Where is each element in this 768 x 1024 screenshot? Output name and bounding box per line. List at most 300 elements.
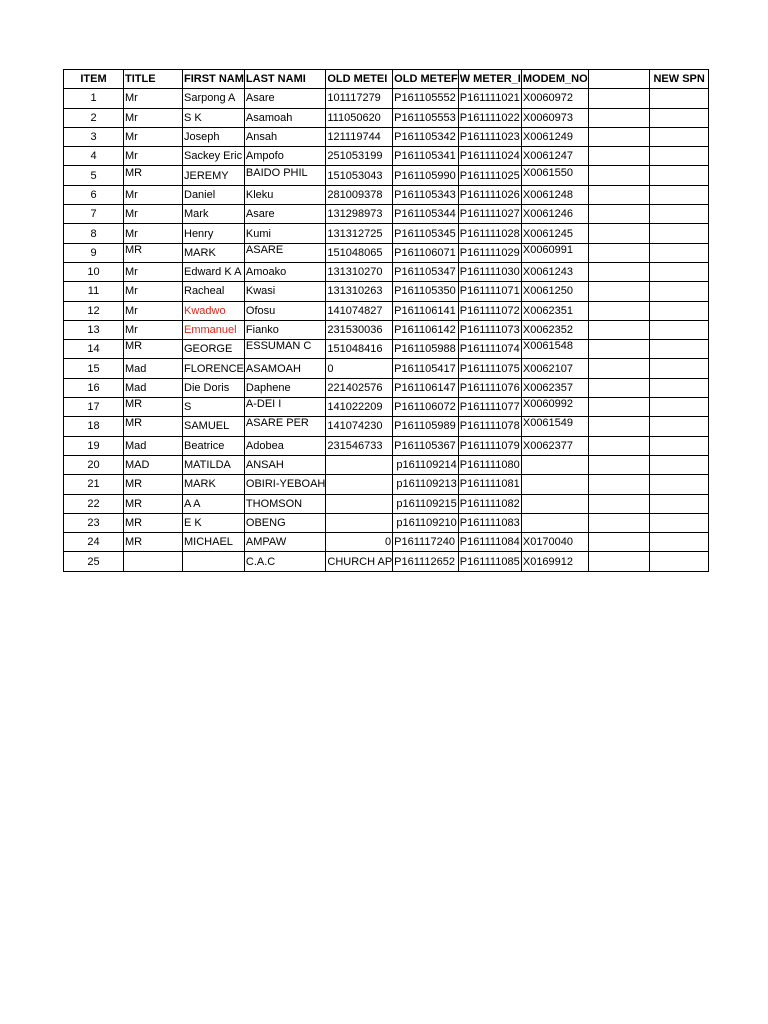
table-row	[64, 205, 709, 224]
cell-first-name[interactable]	[183, 475, 245, 494]
cell-item-text: 19	[87, 439, 100, 452]
cell-old-meter-2[interactable]	[393, 378, 459, 397]
cell-first-name[interactable]	[183, 455, 245, 474]
header-item[interactable]: ITEM	[64, 70, 124, 89]
cell-old-meter-2[interactable]	[393, 417, 459, 436]
cell-old-meter-1[interactable]	[326, 147, 393, 166]
cell-old-meter-2[interactable]	[393, 108, 459, 127]
cell-empty[interactable]	[588, 417, 649, 436]
cell-item[interactable]	[64, 301, 124, 320]
cell-item[interactable]	[64, 436, 124, 455]
cell-empty[interactable]	[588, 301, 649, 320]
cell-title[interactable]	[124, 108, 183, 127]
cell-old-meter-1[interactable]	[326, 513, 393, 532]
cell-last-name[interactable]	[244, 262, 325, 281]
cell-empty[interactable]	[588, 108, 649, 127]
cell-new-meter[interactable]	[458, 205, 521, 224]
cell-new-meter-text: P161111029	[459, 246, 520, 259]
cell-item[interactable]	[64, 398, 124, 417]
cell-item[interactable]	[64, 378, 124, 397]
cell-modem-no[interactable]	[521, 475, 588, 494]
cell-first-name[interactable]	[183, 378, 245, 397]
cell-old-meter-2[interactable]	[393, 282, 459, 301]
header-last-name[interactable]: LAST NAMI	[244, 70, 325, 89]
cell-first-name-text: Sackey Eric	[184, 150, 243, 163]
cell-first-name[interactable]	[183, 224, 245, 243]
cell-last-name[interactable]	[244, 359, 325, 378]
cell-old-meter-1[interactable]	[326, 398, 393, 417]
cell-modem-no[interactable]	[521, 513, 588, 532]
cell-old-meter-2-text: P161105341	[394, 150, 456, 163]
cell-last-name[interactable]	[244, 205, 325, 224]
cell-title[interactable]	[124, 475, 183, 494]
cell-last-name[interactable]	[244, 494, 325, 513]
cell-old-meter-2-text: P161105988	[394, 343, 456, 356]
cell-old-meter-2[interactable]	[393, 513, 459, 532]
cell-empty[interactable]	[588, 533, 649, 552]
cell-last-name[interactable]	[244, 243, 325, 262]
cell-new-meter[interactable]	[458, 262, 521, 281]
cell-old-meter-1[interactable]	[326, 533, 393, 552]
cell-first-name[interactable]	[183, 262, 245, 281]
cell-last-name-text: ASARE PER	[245, 417, 309, 430]
table-row	[64, 494, 709, 513]
cell-new-spn[interactable]	[649, 243, 708, 262]
cell-empty[interactable]	[588, 475, 649, 494]
cell-item[interactable]	[64, 455, 124, 474]
cell-new-meter[interactable]	[458, 301, 521, 320]
cell-new-meter[interactable]	[458, 320, 521, 339]
cell-old-meter-1[interactable]	[326, 205, 393, 224]
cell-old-meter-1[interactable]	[326, 108, 393, 127]
cell-new-spn[interactable]	[649, 127, 708, 146]
cell-old-meter-2[interactable]	[393, 127, 459, 146]
cell-empty[interactable]	[588, 166, 649, 185]
cell-new-meter[interactable]	[458, 89, 521, 108]
header-new-spn[interactable]: NEW SPN	[649, 70, 708, 89]
cell-old-meter-1-text: 231530036	[327, 324, 383, 336]
cell-first-name-text: SAMUEL	[184, 420, 230, 433]
cell-last-name[interactable]	[244, 185, 325, 204]
cell-new-meter[interactable]	[458, 224, 521, 243]
cell-new-meter[interactable]	[458, 552, 521, 571]
cell-first-name-text: S	[184, 401, 192, 414]
cell-item-text: 21	[87, 478, 100, 491]
cell-modem-no[interactable]	[521, 108, 588, 127]
cell-modem-no[interactable]	[521, 243, 588, 262]
cell-new-meter[interactable]	[458, 282, 521, 301]
cell-first-name[interactable]	[183, 243, 245, 262]
cell-empty[interactable]	[588, 494, 649, 513]
cell-item-text: 16	[87, 381, 100, 394]
cell-first-name[interactable]	[183, 108, 245, 127]
cell-new-meter[interactable]	[458, 494, 521, 513]
cell-modem-no[interactable]	[521, 359, 588, 378]
cell-last-name[interactable]	[244, 89, 325, 108]
cell-old-meter-2[interactable]	[393, 359, 459, 378]
cell-first-name[interactable]	[183, 340, 245, 359]
cell-item-text: 12	[87, 304, 100, 317]
cell-modem-no[interactable]	[521, 436, 588, 455]
cell-item[interactable]	[64, 494, 124, 513]
cell-old-meter-2-text: p161109210	[396, 516, 457, 529]
cell-last-name[interactable]	[244, 166, 325, 185]
cell-first-name-text: A A	[184, 497, 201, 510]
cell-old-meter-2[interactable]	[393, 224, 459, 243]
cell-old-meter-1[interactable]	[326, 340, 393, 359]
cell-modem-no-text: X0060973	[522, 111, 574, 124]
cell-item-text: 10	[87, 266, 100, 279]
cell-old-meter-2-text: P161105350	[394, 285, 456, 298]
cell-modem-no[interactable]	[521, 262, 588, 281]
cell-old-meter-1[interactable]	[326, 552, 393, 571]
cell-item[interactable]	[64, 224, 124, 243]
cell-first-name[interactable]	[183, 513, 245, 532]
cell-title[interactable]	[124, 552, 183, 571]
cell-old-meter-2[interactable]	[393, 262, 459, 281]
cell-title[interactable]	[124, 513, 183, 532]
header-modem-no[interactable]: MODEM_NO	[521, 70, 588, 89]
cell-old-meter-2[interactable]	[393, 205, 459, 224]
cell-first-name-text: Die Doris	[184, 381, 230, 394]
header-old-meter-2[interactable]: OLD METEF	[393, 70, 459, 89]
cell-title[interactable]	[124, 282, 183, 301]
cell-old-meter-1[interactable]	[326, 320, 393, 339]
cell-new-spn[interactable]	[649, 301, 708, 320]
cell-first-name[interactable]	[183, 166, 245, 185]
cell-empty[interactable]	[588, 185, 649, 204]
cell-new-spn[interactable]	[649, 513, 708, 532]
cell-last-name-text: Asare	[245, 92, 275, 105]
cell-new-meter[interactable]	[458, 398, 521, 417]
cell-empty[interactable]	[588, 205, 649, 224]
cell-last-name[interactable]	[244, 301, 325, 320]
cell-empty[interactable]	[588, 378, 649, 397]
cell-new-spn[interactable]	[649, 89, 708, 108]
cell-new-meter-text: P161111023	[459, 131, 520, 144]
cell-new-meter[interactable]	[458, 243, 521, 262]
cell-new-meter[interactable]	[458, 455, 521, 474]
cell-modem-no[interactable]	[521, 494, 588, 513]
cell-item-text: 20	[87, 459, 100, 472]
cell-new-spn[interactable]	[649, 359, 708, 378]
cell-old-meter-2[interactable]	[393, 475, 459, 494]
cell-item[interactable]	[64, 552, 124, 571]
cell-item[interactable]	[64, 89, 124, 108]
cell-last-name[interactable]	[244, 436, 325, 455]
cell-last-name[interactable]	[244, 282, 325, 301]
cell-new-spn[interactable]	[649, 455, 708, 474]
cell-title[interactable]	[124, 243, 183, 262]
cell-empty[interactable]	[588, 282, 649, 301]
cell-old-meter-2[interactable]	[393, 455, 459, 474]
cell-new-meter[interactable]	[458, 108, 521, 127]
header-empty[interactable]	[588, 70, 649, 89]
cell-old-meter-2[interactable]	[393, 398, 459, 417]
cell-old-meter-2-text: P161105345	[394, 227, 456, 240]
cell-old-meter-2-text: P161105552	[394, 92, 456, 105]
table-row	[64, 455, 709, 474]
cell-old-meter-1[interactable]	[326, 282, 393, 301]
cell-last-name[interactable]	[244, 108, 325, 127]
cell-old-meter-1[interactable]	[326, 455, 393, 474]
cell-modem-no[interactable]	[521, 301, 588, 320]
cell-empty[interactable]	[588, 455, 649, 474]
cell-new-meter[interactable]	[458, 359, 521, 378]
cell-title[interactable]	[124, 494, 183, 513]
cell-first-name[interactable]	[183, 147, 245, 166]
cell-new-meter[interactable]	[458, 436, 521, 455]
cell-last-name-text: Adobea	[245, 439, 284, 452]
table-row	[64, 398, 709, 417]
cell-item[interactable]	[64, 533, 124, 552]
cell-title[interactable]	[124, 359, 183, 378]
cell-title[interactable]	[124, 185, 183, 204]
cell-old-meter-1[interactable]	[326, 127, 393, 146]
cell-new-meter[interactable]	[458, 127, 521, 146]
cell-modem-no[interactable]	[521, 166, 588, 185]
cell-last-name[interactable]	[244, 127, 325, 146]
cell-old-meter-2-text: P161106072	[394, 401, 456, 414]
cell-new-spn[interactable]	[649, 147, 708, 166]
cell-modem-no[interactable]	[521, 89, 588, 108]
cell-last-name-text: ASARE	[245, 243, 284, 256]
cell-old-meter-2[interactable]	[393, 147, 459, 166]
cell-old-meter-2[interactable]	[393, 533, 459, 552]
cell-last-name-text: Kumi	[245, 227, 271, 240]
cell-title[interactable]	[124, 262, 183, 281]
cell-empty[interactable]	[588, 340, 649, 359]
cell-title-text: Mr	[125, 188, 138, 201]
cell-new-spn[interactable]	[649, 417, 708, 436]
cell-item[interactable]	[64, 320, 124, 339]
cell-last-name[interactable]	[244, 455, 325, 474]
cell-empty[interactable]	[588, 398, 649, 417]
cell-first-name[interactable]	[183, 282, 245, 301]
cell-new-meter[interactable]	[458, 513, 521, 532]
cell-modem-no[interactable]	[521, 533, 588, 552]
cell-old-meter-2[interactable]	[393, 243, 459, 262]
cell-first-name[interactable]	[183, 398, 245, 417]
cell-new-meter-text: P161111026	[459, 188, 520, 201]
cell-item[interactable]	[64, 185, 124, 204]
cell-first-name[interactable]	[183, 552, 245, 571]
cell-item[interactable]	[64, 108, 124, 127]
cell-item[interactable]	[64, 205, 124, 224]
cell-old-meter-2[interactable]	[393, 436, 459, 455]
cell-old-meter-2[interactable]	[393, 166, 459, 185]
cell-old-meter-1-text: 0	[385, 536, 392, 549]
cell-item[interactable]	[64, 359, 124, 378]
cell-item[interactable]	[64, 513, 124, 532]
cell-old-meter-1[interactable]	[326, 378, 393, 397]
cell-old-meter-2[interactable]	[393, 552, 459, 571]
cell-item[interactable]	[64, 243, 124, 262]
cell-title[interactable]	[124, 89, 183, 108]
cell-new-meter[interactable]	[458, 417, 521, 436]
cell-title[interactable]	[124, 436, 183, 455]
cell-old-meter-1[interactable]	[326, 475, 393, 494]
cell-new-spn[interactable]	[649, 282, 708, 301]
cell-old-meter-1[interactable]	[326, 166, 393, 185]
cell-new-meter[interactable]	[458, 533, 521, 552]
cell-new-spn[interactable]	[649, 108, 708, 127]
cell-title[interactable]	[124, 455, 183, 474]
cell-empty[interactable]	[588, 127, 649, 146]
cell-old-meter-2[interactable]	[393, 185, 459, 204]
cell-new-spn[interactable]	[649, 533, 708, 552]
cell-title[interactable]	[124, 205, 183, 224]
cell-old-meter-1-text: 131310270	[327, 266, 383, 279]
cell-old-meter-1[interactable]	[326, 417, 393, 436]
cell-title[interactable]	[124, 340, 183, 359]
cell-new-spn[interactable]	[649, 224, 708, 243]
cell-empty[interactable]	[588, 513, 649, 532]
cell-first-name[interactable]	[183, 205, 245, 224]
cell-old-meter-2-text: P161105989	[394, 420, 456, 433]
cell-old-meter-2[interactable]	[393, 494, 459, 513]
cell-first-name[interactable]	[183, 359, 245, 378]
cell-modem-no[interactable]	[521, 127, 588, 146]
cell-old-meter-1[interactable]	[326, 185, 393, 204]
cell-empty[interactable]	[588, 436, 649, 455]
cell-first-name[interactable]	[183, 127, 245, 146]
cell-old-meter-2[interactable]	[393, 89, 459, 108]
header-old-meter-1[interactable]: OLD METEI	[326, 70, 393, 89]
cell-old-meter-1[interactable]	[326, 301, 393, 320]
cell-title[interactable]	[124, 127, 183, 146]
cell-item[interactable]	[64, 127, 124, 146]
cell-new-spn[interactable]	[649, 398, 708, 417]
cell-empty[interactable]	[588, 224, 649, 243]
cell-modem-no[interactable]	[521, 417, 588, 436]
cell-item[interactable]	[64, 475, 124, 494]
cell-first-name-text: Edward K A	[184, 266, 242, 279]
cell-new-spn[interactable]	[649, 262, 708, 281]
cell-item[interactable]	[64, 166, 124, 185]
cell-last-name[interactable]	[244, 475, 325, 494]
cell-new-meter[interactable]	[458, 166, 521, 185]
cell-modem-no-text: X0061246	[522, 208, 574, 221]
cell-old-meter-1-text: 101117279	[327, 92, 381, 105]
cell-empty[interactable]	[588, 359, 649, 378]
header-title[interactable]: TITLE	[124, 70, 183, 89]
cell-first-name[interactable]	[183, 320, 245, 339]
cell-title-text: MAD	[125, 459, 150, 472]
cell-title-text: Mr	[125, 285, 138, 298]
cell-empty[interactable]	[588, 262, 649, 281]
cell-old-meter-1-text: 151048416	[327, 343, 383, 356]
cell-new-meter-text: P161111074	[459, 343, 520, 356]
cell-modem-no[interactable]	[521, 552, 588, 571]
cell-first-name[interactable]	[183, 417, 245, 436]
cell-old-meter-1[interactable]	[326, 359, 393, 378]
table-row	[64, 262, 709, 281]
cell-new-spn[interactable]	[649, 205, 708, 224]
cell-last-name[interactable]	[244, 513, 325, 532]
cell-first-name-text: MATILDA	[184, 459, 231, 472]
cell-new-meter[interactable]	[458, 378, 521, 397]
cell-old-meter-1-text: 151053043	[327, 169, 383, 182]
cell-empty[interactable]	[588, 89, 649, 108]
cell-modem-no[interactable]	[521, 455, 588, 474]
cell-old-meter-1[interactable]	[326, 494, 393, 513]
cell-new-meter-text: P161111027	[459, 208, 520, 221]
cell-modem-no[interactable]	[521, 205, 588, 224]
cell-title[interactable]	[124, 533, 183, 552]
cell-old-meter-2-text: P161105417	[394, 362, 456, 375]
cell-title[interactable]	[124, 166, 183, 185]
cell-first-name-text: Emmanuel	[184, 324, 237, 336]
cell-new-spn[interactable]	[649, 494, 708, 513]
cell-new-spn[interactable]	[649, 166, 708, 185]
cell-old-meter-1-text: 141022209	[327, 401, 383, 414]
cell-last-name[interactable]	[244, 340, 325, 359]
cell-old-meter-1[interactable]	[326, 89, 393, 108]
cell-item[interactable]	[64, 282, 124, 301]
header-new-meter[interactable]: W METER_I	[458, 70, 521, 89]
cell-modem-no[interactable]	[521, 185, 588, 204]
cell-last-name[interactable]	[244, 552, 325, 571]
cell-empty[interactable]	[588, 320, 649, 339]
cell-first-name[interactable]	[183, 89, 245, 108]
cell-item[interactable]	[64, 147, 124, 166]
cell-old-meter-2-text: P161105990	[394, 169, 456, 182]
cell-first-name[interactable]	[183, 533, 245, 552]
cell-old-meter-2[interactable]	[393, 340, 459, 359]
cell-item[interactable]	[64, 262, 124, 281]
cell-new-spn[interactable]	[649, 475, 708, 494]
cell-modem-no[interactable]	[521, 282, 588, 301]
cell-title[interactable]	[124, 301, 183, 320]
cell-new-meter[interactable]	[458, 475, 521, 494]
cell-new-spn[interactable]	[649, 378, 708, 397]
cell-new-meter[interactable]	[458, 340, 521, 359]
cell-title-text: Mr	[125, 324, 138, 336]
cell-empty[interactable]	[588, 243, 649, 262]
cell-first-name[interactable]	[183, 301, 245, 320]
cell-new-meter[interactable]	[458, 147, 521, 166]
cell-old-meter-2[interactable]	[393, 301, 459, 320]
table-row	[64, 513, 709, 532]
cell-last-name[interactable]	[244, 417, 325, 436]
cell-title[interactable]	[124, 417, 183, 436]
cell-last-name-text: THOMSON	[245, 497, 303, 510]
cell-old-meter-1[interactable]	[326, 262, 393, 281]
cell-last-name[interactable]	[244, 533, 325, 552]
cell-modem-no-text: X0060972	[522, 92, 574, 105]
cell-first-name[interactable]	[183, 436, 245, 455]
cell-empty[interactable]	[588, 147, 649, 166]
cell-first-name[interactable]	[183, 494, 245, 513]
cell-first-name[interactable]	[183, 185, 245, 204]
cell-new-spn[interactable]	[649, 185, 708, 204]
cell-new-spn[interactable]	[649, 340, 708, 359]
cell-new-spn[interactable]	[649, 552, 708, 571]
cell-old-meter-2[interactable]	[393, 320, 459, 339]
cell-new-spn[interactable]	[649, 320, 708, 339]
cell-item[interactable]	[64, 417, 124, 436]
cell-old-meter-1[interactable]	[326, 243, 393, 262]
header-first-name[interactable]: FIRST NAM	[183, 70, 245, 89]
cell-modem-no[interactable]	[521, 340, 588, 359]
cell-new-meter[interactable]	[458, 185, 521, 204]
cell-old-meter-1[interactable]	[326, 224, 393, 243]
cell-item[interactable]	[64, 340, 124, 359]
cell-empty[interactable]	[588, 552, 649, 571]
cell-new-spn[interactable]	[649, 436, 708, 455]
cell-old-meter-1[interactable]	[326, 436, 393, 455]
